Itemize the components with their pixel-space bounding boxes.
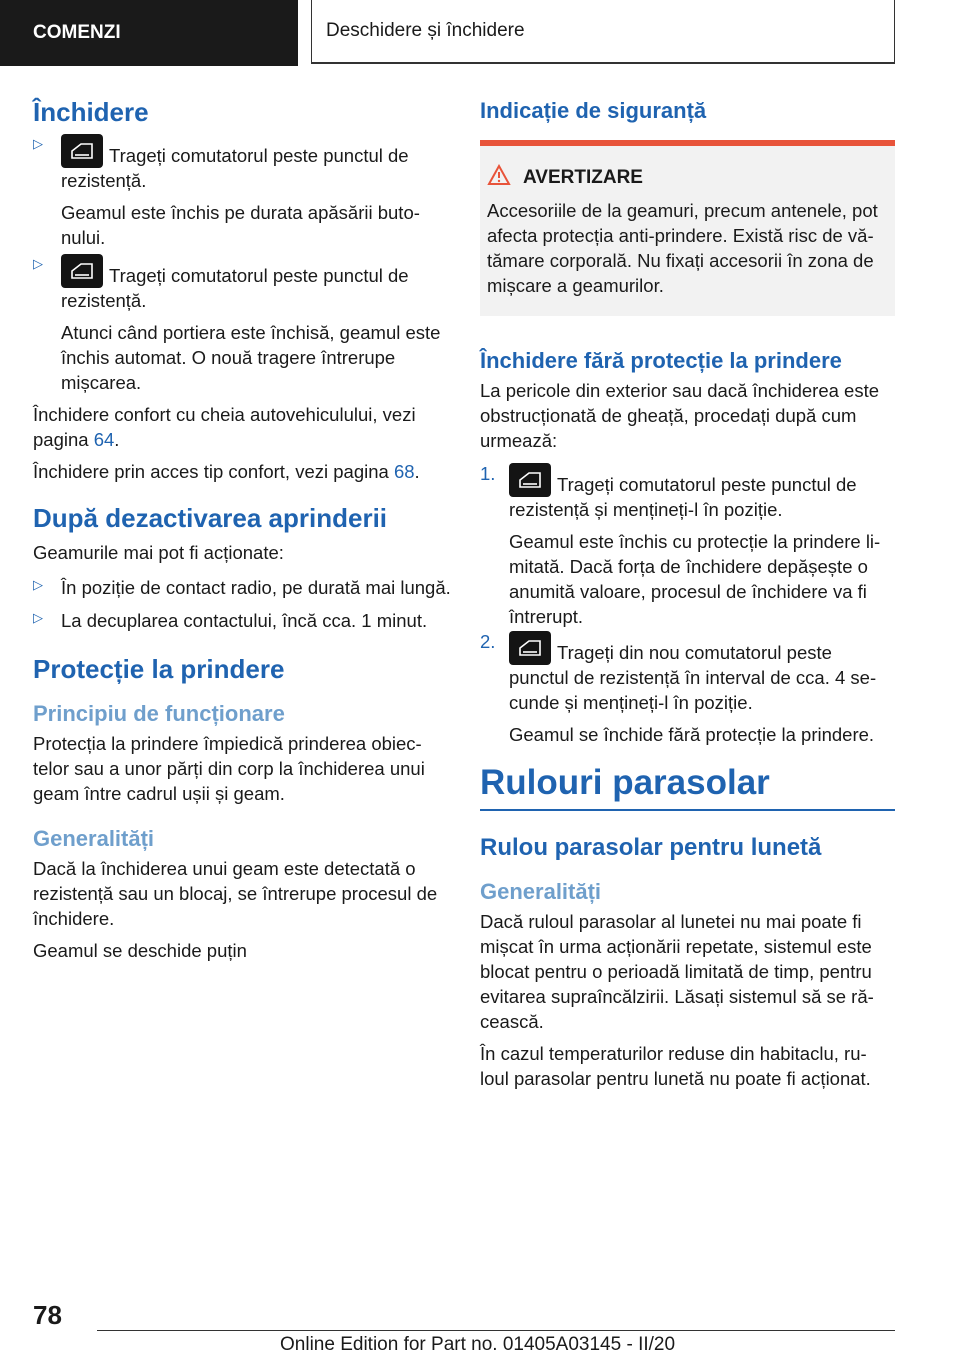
general-heading: Generalități [33,826,155,851]
triangle-bullet-icon: ▷ [33,610,43,625]
rear-blind-heading: Rulou parasolar pentru lunetă [480,834,822,861]
general-text-2: Geamul se deschide puțin [33,940,247,961]
rear-general-heading: Generalități [480,879,602,904]
closing-heading: Închidere [33,97,149,127]
step-item: 2. Trageți din nou comutatorul peste punctul de rezistență în interval de cca. 4 se-cunde și mențineți-l în poziție. Geamul se închide fără protecție la prindere. [480,631,895,747]
rear-text-2: În cazul temperaturilor reduse din habitaclu, ru-loul parasolar pentru lunetă nu poate fi acționat. [480,1043,871,1089]
window-switch-icon [509,631,551,665]
section-tab [0,0,298,66]
noprot-heading: Închidere fără protecție la prindere [480,348,842,373]
footer-rule [97,1330,895,1331]
triangle-bullet-icon: ▷ [33,577,43,592]
principle-text: Protecția la prindere împiedică prinderea obiec-telor sau a unor părți din corp la închiderea unui geam între cadrul ușii și geam. [33,733,425,804]
warning-text: Accesoriile de la geamuri, precum antenele, pot afecta protecția anti-prindere. Există risc de vă-tămare corporală. Nu fixați accesorii în zona de mișcare a geamurilor. [487,200,878,296]
comfort-access-ref: Închidere prin acces tip confort, vezi pagina 68. [33,461,420,482]
after-ignition-heading: După dezactivarea aprinderii [33,503,388,533]
pinch-heading: Protecție la prindere [33,654,285,684]
general-text: Dacă la închiderea unui geam este detectată o rezistență sau un blocaj, se întrerupe procesul de închidere. [33,858,438,929]
blinds-heading: Rulouri parasolar [480,763,770,802]
item-text: Trageți comutatorul peste punctul de rezistență. [61,265,409,311]
section-label: COMENZI [33,22,121,43]
principle-heading: Principiu de funcționare [33,701,285,726]
item-detail: Geamul este închis pe durata apăsării buto-nului. [61,202,420,248]
page-link[interactable]: 64 [93,429,115,450]
after-intro: Geamurile mai pot fi acționate: [33,542,284,563]
step-number: 2. [480,631,496,652]
step-detail: Geamul este închis cu protecție la prindere li-mitată. Dacă forța de închidere depășește o anumită valoare, procesul de închidere va fi întrerupt. [509,531,881,627]
item-detail: Atunci când portiera este închisă, geamul este închis automat. O nouă tragere întrerupe mișcarea. [61,322,441,393]
triangle-bullet-icon: ▷ [33,136,43,151]
safety-heading: Indicație de siguranță [480,98,707,123]
warning-box [480,140,895,316]
list-item: ▷ În poziție de contact radio, pe durată mai lungă. [33,577,451,598]
comfort-key-ref: Închidere confort cu cheia autovehiculului, vezi pagina 64. [33,404,416,450]
heading-rule [480,809,895,811]
chapter-header [311,0,895,64]
window-switch-icon [61,254,103,288]
right-column [480,96,895,1098]
rear-text-1: Dacă ruloul parasolar al lunetei nu mai poate fi mișcat în urma acționării repetate, sistemul este blocat pentru o perioadă limitată de timp, pentru evitarea supraîncălzirii. Lăsați sistemul să se ră-cească. [480,911,874,1032]
edition-text: Online Edition for Part no. 01405A03145 - II/20 [280,1334,676,1355]
list-item [33,254,451,395]
page-link[interactable]: 68 [393,461,415,482]
step-number: 1. [480,463,496,484]
list-item: ▷ La decuplarea contactului, încă cca. 1 minut. [33,610,428,631]
page-number: 78 [33,1300,62,1330]
item-text: Trageți comutatorul peste punctul de rezistență. [61,145,409,191]
warning-triangle-icon [487,164,511,192]
window-switch-icon [509,463,551,497]
chapter-title: Deschidere și închidere [326,20,525,41]
window-switch-icon [61,134,103,168]
noprot-intro: La pericole din exterior sau dacă închiderea este obstrucționată de gheață, procedați după cum urmează: [480,380,880,451]
warning-title: AVERTIZARE [487,164,887,192]
triangle-bullet-icon: ▷ [33,256,43,271]
step-detail: Geamul se închide fără protecție la prindere. [509,724,875,745]
left-column [33,96,451,970]
list-item [33,134,451,250]
step-item: 1. Trageți comutatorul peste punctul de rezistență și mențineți-l în poziție. Geamul este închis cu protecție la prindere li-mitată. Dacă forța de închidere depășește o anumită valoare, procesul de închidere va fi întrerupt. [480,463,895,629]
